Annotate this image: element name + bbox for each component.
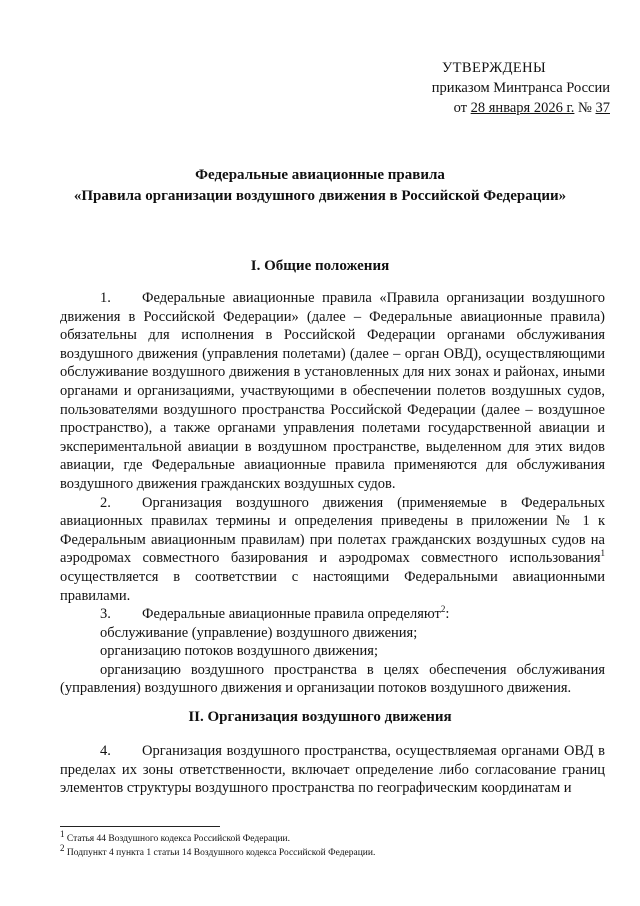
footnote-1 <box>60 828 600 846</box>
section1-heading: I. Общие положения <box>250 258 390 274</box>
footnote-2 <box>60 842 600 860</box>
footnote-1-mark: 1 <box>60 828 65 839</box>
document-title-line2: «Правила организации воздушного движения в Российской Федерации» <box>73 188 567 204</box>
paragraph-3-colon: : <box>445 606 450 623</box>
section2-heading: II. Организация воздушного движения <box>188 709 452 725</box>
list-item-1: обслуживание (управление) воздушного движения; <box>100 624 418 641</box>
document-title-line1: Федеральные авиационные правила <box>195 167 445 183</box>
paragraph-4 <box>60 742 605 798</box>
approval-heading: УТВЕРЖДЕНЫ <box>442 60 547 76</box>
footnote-2-mark: 2 <box>60 842 65 853</box>
footnote-2-text: Подпункт 4 пункта 1 статьи 14 Воздушного кодекса Российской Федерации. <box>64 848 376 858</box>
approval-number-prefix: № <box>578 100 592 116</box>
approval-date: 28 января 2026 г. <box>470 100 575 116</box>
paragraph-4-number: 4. <box>100 743 111 759</box>
section1-body <box>60 289 605 698</box>
section2-body <box>60 742 605 798</box>
list-item-2: организацию потоков воздушного движения; <box>100 643 378 660</box>
paragraph-3-text: Федеральные авиационные правила определяют <box>142 606 441 623</box>
document-title <box>40 165 600 207</box>
paragraph-4-text: Организация воздушного пространства, осуществляемая органами ОВД в пределах их зоны ответственности, включает определение либо согласование границ элементов структуры воздушного пространства по географическим координатам и <box>60 743 605 797</box>
paragraph-1-number: 1. <box>100 290 111 306</box>
footnote-1-text: Статья 44 Воздушного кодекса Российской Федерации. <box>64 834 291 844</box>
footnotes <box>60 828 600 860</box>
approval-order: приказом Минтранса России <box>431 80 610 96</box>
footnote-divider <box>60 826 220 827</box>
paragraph-1-text: Федеральные авиационные правила «Правила организации воздушного движения в Российской Федерации» (далее – Федеральные авиационные правила) обязательны для исполнения в Российской Федерации органами обслуживания воздушного движения (управления полетами) (далее – орган ОВД), осуществляющими обслуживание воздушного движения в установленных для них зонах и районах, иными органами и организациями, участвующими в обеспечении полетов воздушных судов, пользователями воздушного пространства Российской Федерации (далее – воздушное пространство), а также органами управления полетами государственной авиации и экспериментальной авиации в воздушном пространстве, выделенном для этих видов авиации, где Федеральные авиационные правила применяются для обслуживания воздушного движения гражданских воздушных судов. <box>60 290 605 492</box>
footnote-ref-1: 1 <box>600 548 605 559</box>
paragraph-2-tail: осуществляется в соответствии с настоящими Федеральными авиационными правилами. <box>60 568 605 604</box>
paragraph-2-text: Организация воздушного движения (применяемые в Федеральных авиационных правилах термины и определения приведены в приложении № 1 к Федеральным авиационным правилам) при полетах гражданских воздушных судов на аэродромах совместного базирования и аэродромах совместного использования <box>60 494 605 567</box>
paragraph-3-number: 3. <box>100 606 111 623</box>
approval-block <box>400 58 610 118</box>
paragraph-2 <box>60 494 605 606</box>
list-item-3: организацию воздушного пространства в целях обеспечения обслуживания (управления) воздушного движения и организации потоков воздушного движения. <box>60 661 605 697</box>
paragraph-2-number: 2. <box>100 494 111 511</box>
approval-number: 37 <box>595 100 610 116</box>
paragraph-1 <box>60 289 605 494</box>
approval-date-prefix: от <box>453 100 468 116</box>
footnote-ref-2: 2 <box>440 604 446 615</box>
paragraph-3 <box>60 605 605 624</box>
approval-date-line <box>400 98 610 118</box>
